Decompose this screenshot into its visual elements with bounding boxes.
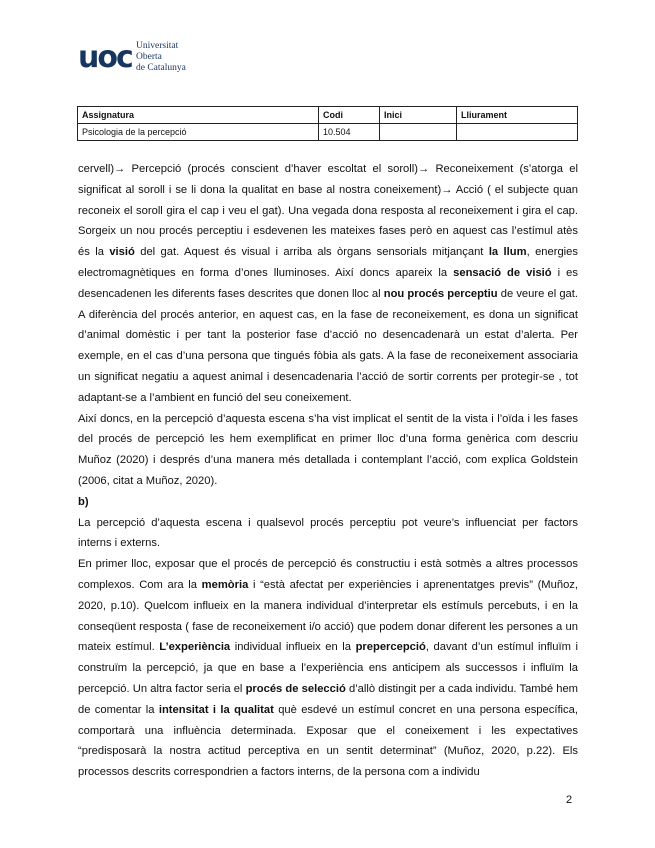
section-heading-b: b) <box>78 495 89 508</box>
cell-codi: 10.504 <box>319 124 380 141</box>
paragraph-1: cervell)→ Percepció (procés conscient d’haver escoltat el soroll)→ Reconeixement (s’atorga el significat al soroll i se li dona la qualitat en base al nostra coneixement)→ Acció ( el subjecte quan reconeix el soroll gira el cap i veu el gat). Una vegada dona resposta al reconeixement i gira el cap. Sorgeix un nou procés perceptiu i esdevenen les mateixes fases però en aquest cas l’estímul atès és la visió del gat. Aquest és visual i arriba als òrgans sensorials mitjançant la llum, energies electromagnètiques en forma d’ones lluminoses. Així doncs apareix la sensació de visió i es desencadenen les diferents fases descrites que donen lloc al nou procés perceptiu de veure el gat. A diferència del procés anterior, en aquest cas, en la fase de reconeixement, es dona un significat d’animal domèstic i per tant la posterior fase d’acció no desencadenarà un estat d’alerta. Per exemple, en el cas d’una persona que tingués fòbia als gats. A la fase de reconeixement associaria un significat negatiu a aquest animal i desencadenaria l’acció de sortir corrents per protegir-se , tot adaptant-se a l’ambient en funció del seu coneixement. <box>78 163 578 404</box>
document-body <box>78 159 578 783</box>
cell-assignatura: Psicologia de la percepció <box>78 124 319 141</box>
cell-lliurament <box>457 124 578 141</box>
header-inici: Inici <box>380 107 457 124</box>
paragraph-3: La percepció d’aquesta escena i qualsevol procés perceptiu pot veure’s influenciat per factors interns i externs. <box>78 516 578 550</box>
table-header-row <box>78 107 578 124</box>
table-row <box>78 124 578 141</box>
header-assignatura: Assignatura <box>78 107 319 124</box>
uoc-logo-mark: uoc <box>78 40 132 76</box>
header-codi: Codi <box>319 107 380 124</box>
course-info-table <box>77 106 578 141</box>
uoc-logo-text: Universitat Oberta de Catalunya <box>136 41 186 73</box>
paragraph-2: Així doncs, en la percepció d’aquesta escena s’ha vist implicat el sentit de la vista i l’oïda i les fases del procés de percepció les hem exemplificat en primer lloc d’una forma genèrica com descriu Muñoz (2020) i després d’una manera més detallada i contemplant l’acció, com explica Goldstein (2006, citat a Muñoz, 2020). <box>78 412 578 487</box>
cell-inici <box>380 124 457 141</box>
page-number: 2 <box>566 794 573 806</box>
paragraph-4: En primer lloc, exposar que el procés de percepció és constructiu i està sotmès a altres processos complexos. Com ara la memòria i “està afectat per experiències i aprenentatges previs” (Muñoz, 2020, p.10). Quelcom influeix en la manera individual d’interpretar els estímuls percebuts, i en la conseqüent resposta ( fase de reconeixement i/o acció) que podem donar diferent les persones a un mateix estímul. L’experiència individual influeix en la prepercepció, davant d’un estímul influïm i construïm la percepció, ja que en base a l’experiència ens anticipem als successos i influïm la percepció. Un altra factor seria el procés de selecció d’allò distingit per a cada individu. També hem de comentar la intensitat i la qualitat què esdevé un estímul concret en una persona específica, comportarà una influència determinada. Exposar que el coneixement i les expectatives “predisposarà la nostra actitud perceptiva en un sentit determinat” (Muñoz, 2020, p.22). Els processos descrits correspondrien a factors interns, de la persona com a individu <box>78 558 578 779</box>
uoc-logo <box>78 38 190 80</box>
header-lliurament: Lliurament <box>457 107 578 124</box>
